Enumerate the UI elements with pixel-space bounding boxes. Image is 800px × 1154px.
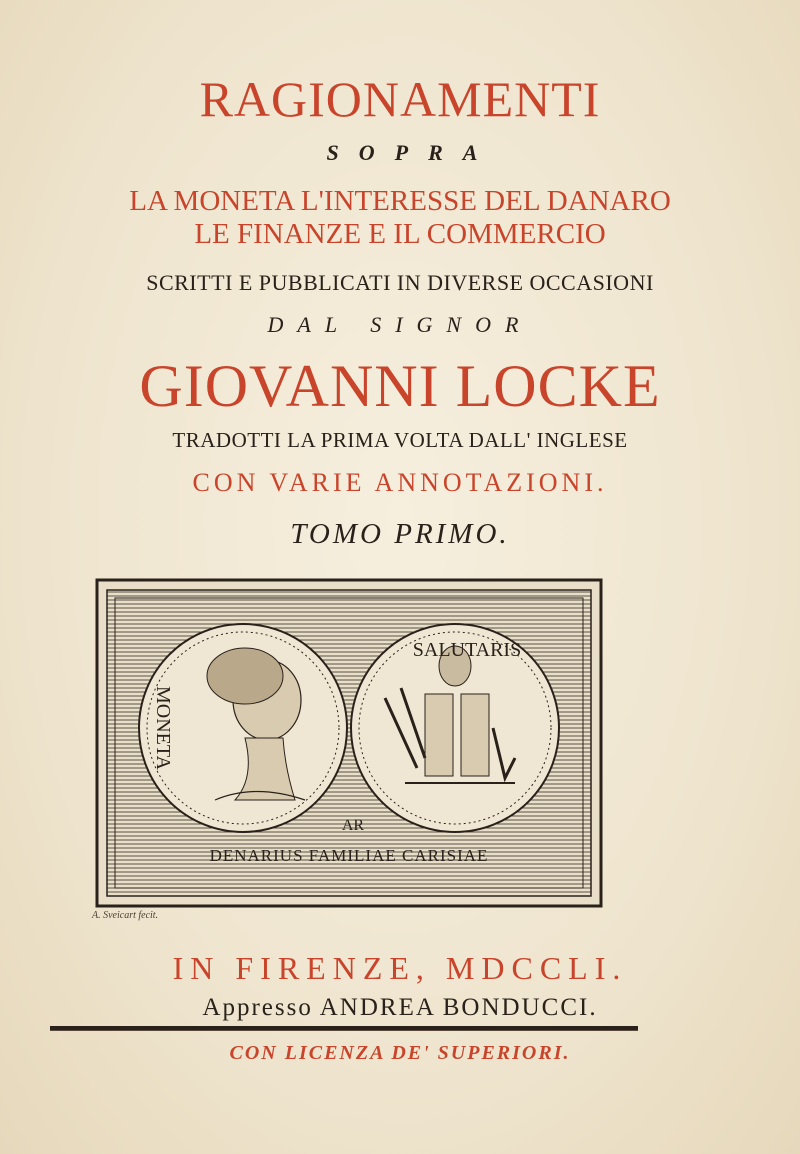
written-line: SCRITTI E PUBBLICATI IN DIVERSE OCCASIONI xyxy=(146,270,654,295)
translated-line: TRADOTTI LA PRIMA VOLTA DALL' INGLESE xyxy=(172,428,628,452)
license-line: CON LICENZA DE' SUPERIORI. xyxy=(229,1042,571,1064)
volume-label: TOMO PRIMO. xyxy=(290,518,510,550)
coin-engraving xyxy=(95,578,603,908)
anvil-icon xyxy=(425,694,453,776)
engraving-banner: DENARIUS FAMILIAE CARISIAE xyxy=(209,846,489,865)
subject-line-1: LA MONETA L'INTERESSE DEL DANARO xyxy=(129,185,671,217)
by-line: DAL SIGNOR xyxy=(267,312,533,337)
divider-rule xyxy=(50,1026,638,1031)
sopra-text: SOPRA xyxy=(326,140,498,165)
artist-signature: A. Sveicart fecit. xyxy=(92,910,159,921)
right-coin-inscription: SALUTARIS xyxy=(412,639,522,661)
place-date: IN FIRENZE, MDCCLI. xyxy=(172,950,628,986)
book-title: RAGIONAMENTI xyxy=(199,71,601,127)
annotations-line: CON VARIE ANNOTAZIONI. xyxy=(192,468,608,497)
center-mark: AR xyxy=(341,817,365,834)
left-coin-inscription: MONETA xyxy=(152,686,174,770)
publisher-line: Appresso ANDREA BONDUCCI. xyxy=(202,994,598,1021)
subject-line-2: LE FINANZE E IL COMMERCIO xyxy=(194,218,606,250)
author-name: GIOVANNI LOCKE xyxy=(139,353,661,419)
